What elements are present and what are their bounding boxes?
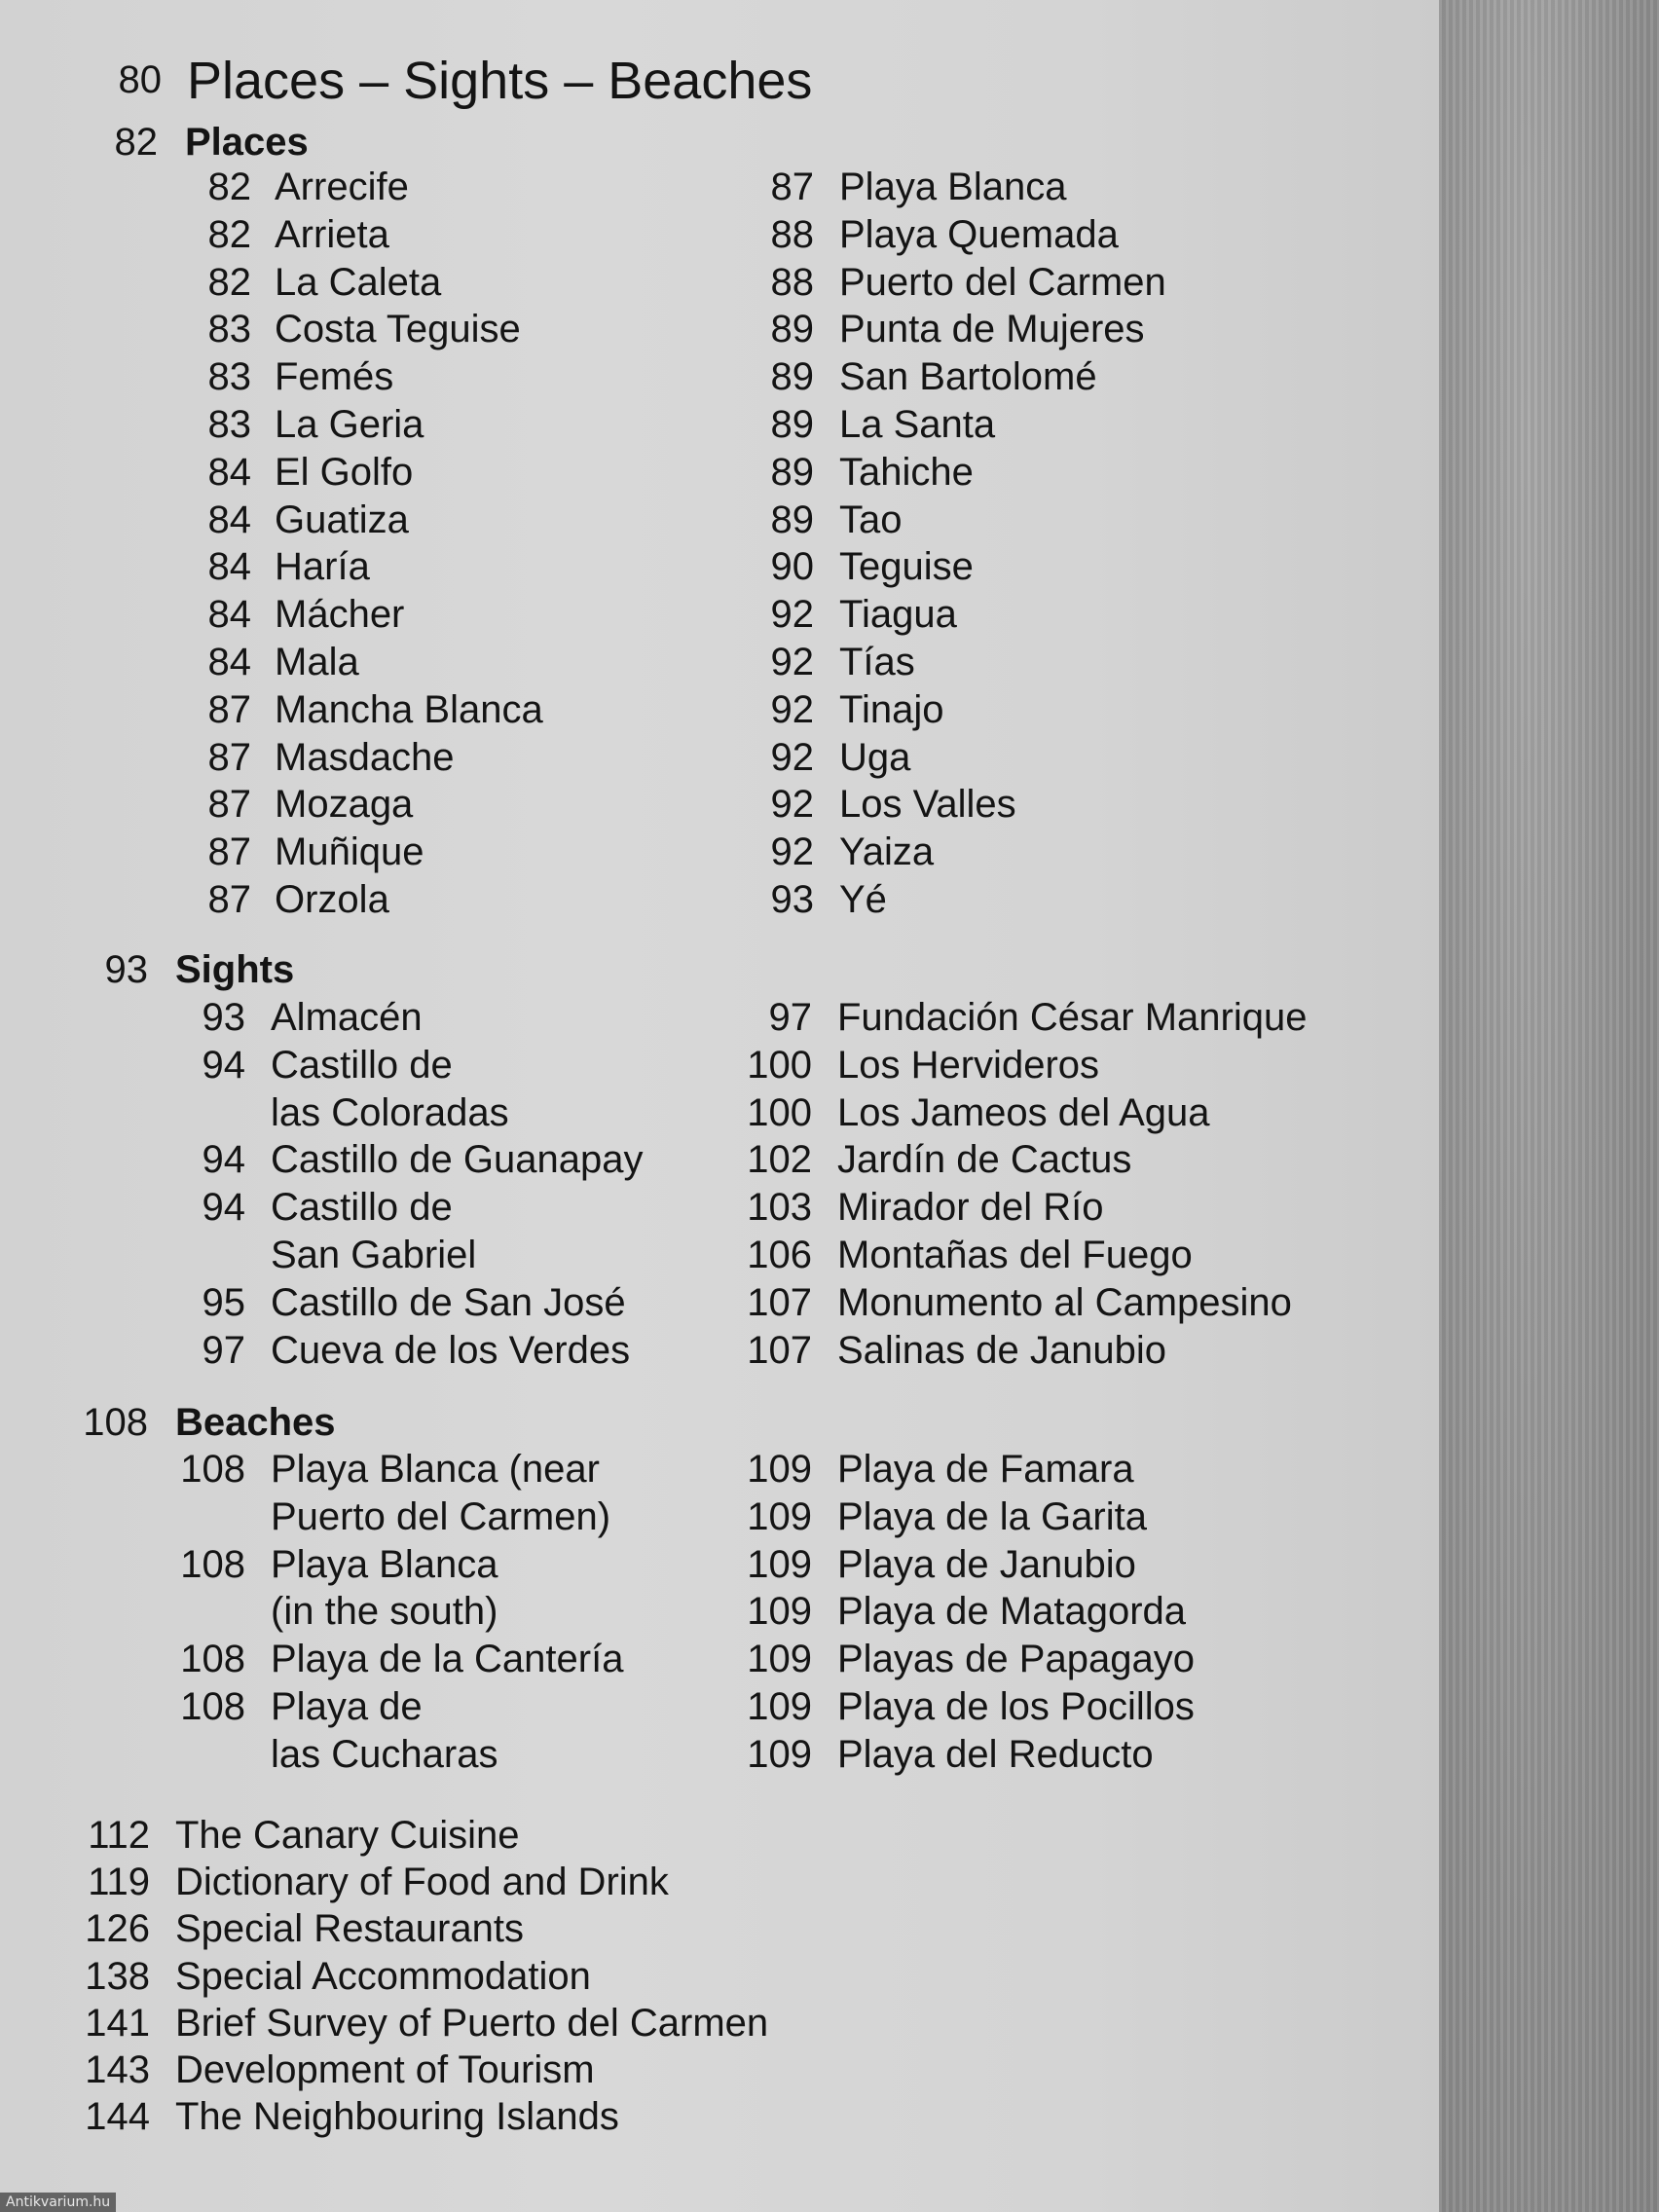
places-entry-page-number: 83: [207, 403, 251, 446]
places-entry-page-number: 87: [207, 878, 251, 921]
places-entry-title: La Caleta: [275, 260, 442, 304]
sights-entry-title: Mirador del Río: [837, 1186, 1104, 1230]
sights-entry-page-number: 94: [202, 1138, 245, 1182]
sights-entry-title: Montañas del Fuego: [837, 1234, 1193, 1276]
places-entry-page-number: 82: [207, 212, 251, 256]
places-entry-title: Tahiche: [839, 450, 974, 494]
places-entry-title: Playa Quemada: [839, 212, 1119, 256]
places-entry-page-number: 89: [770, 355, 814, 399]
beaches-entry-page-number: 108: [180, 1638, 245, 1681]
sights-entry-title: Castillo de Guanapay: [271, 1138, 644, 1182]
sights-entry-page-number: 100: [747, 1090, 812, 1134]
beaches-entry-title: Playa de Matagorda: [837, 1590, 1187, 1634]
chapter-title: The Neighbouring Islands: [175, 2095, 619, 2139]
main-title: Places – Sights – Beaches: [187, 52, 813, 110]
places-entry-page-number: 92: [770, 593, 814, 637]
places-entry-page-number: 82: [207, 260, 251, 304]
sights-entry-page-number: 94: [202, 1043, 245, 1087]
places-entry-page-number: 92: [770, 783, 814, 827]
places-entry-title: La Santa: [839, 403, 996, 446]
places-entry-page-number: 93: [770, 878, 814, 921]
chapter-page-number: 138: [85, 1954, 150, 1998]
chapter-page-number: 126: [85, 1907, 150, 1951]
places-entry-page-number: 83: [207, 308, 251, 351]
places-entry-title: Yé: [839, 878, 887, 921]
places-entry-page-number: 87: [207, 687, 251, 731]
beaches-entry-title: Playa de los Pocillos: [837, 1685, 1195, 1728]
beaches-entry-page-number: 109: [747, 1448, 812, 1491]
table-surface: [1439, 0, 1659, 2212]
places-entry-title: Muñique: [275, 830, 424, 874]
places-entry-title: Femés: [275, 355, 394, 399]
places-entry-title: Mala: [275, 641, 359, 683]
chapter-title: Development of Tourism: [175, 2048, 595, 2091]
places-entry-title: Haría: [275, 545, 370, 589]
beaches-entry-title: las Cucharas: [271, 1732, 498, 1776]
chapter-title: Special Accommodation: [175, 1954, 591, 1998]
sights-entry-title: Salinas de Janubio: [837, 1328, 1167, 1372]
places-entry-title: Uga: [839, 735, 911, 779]
places-entry-title: San Bartolomé: [839, 355, 1097, 399]
places-entry-page-number: 92: [770, 830, 814, 874]
sights-entry-title: Castillo de San José: [271, 1280, 626, 1324]
beaches-entry-title: Puerto del Carmen): [271, 1494, 611, 1538]
places-entry-page-number: 88: [770, 260, 814, 304]
beaches-entry-page-number: 109: [747, 1638, 812, 1681]
places-entry-page-number: 92: [770, 641, 814, 683]
sights-entry-page-number: 93: [202, 996, 245, 1039]
sights-entry-page-number: 100: [747, 1043, 812, 1087]
sights-entry-page-number: 97: [202, 1328, 245, 1372]
places-entry-title: Costa Teguise: [275, 308, 521, 351]
places-entry-title: Guatiza: [275, 498, 409, 541]
beaches-entry-page-number: 109: [747, 1542, 812, 1586]
places-entry-page-number: 88: [770, 212, 814, 256]
places-entry-title: Arrecife: [275, 166, 409, 208]
places-entry-page-number: 90: [770, 545, 814, 589]
main-title-page-number: 80: [118, 58, 162, 101]
places-entry-title: Mancha Blanca: [275, 687, 543, 731]
sights-entry-title: Los Hervideros: [837, 1043, 1100, 1087]
chapter-page-number: 143: [85, 2048, 150, 2091]
places-entry-title: Tao: [839, 498, 903, 541]
beaches-entry-page-number: 109: [747, 1685, 812, 1728]
places-entry-title: Playa Blanca: [839, 166, 1067, 208]
places-entry-page-number: 89: [770, 498, 814, 541]
places-entry-page-number: 82: [207, 166, 251, 208]
places-section-page-number: 82: [114, 121, 158, 164]
places-entry-page-number: 92: [770, 735, 814, 779]
places-entry-title: Tinajo: [839, 687, 944, 731]
chapter-page-number: 112: [88, 1814, 150, 1857]
chapter-title: The Canary Cuisine: [175, 1814, 520, 1857]
beaches-entry-title: Playa Blanca: [271, 1542, 498, 1586]
places-entry-page-number: 87: [207, 830, 251, 874]
places-entry-title: Los Valles: [839, 783, 1016, 827]
sights-entry-title: Castillo de: [271, 1043, 453, 1087]
sights-entry-title: Castillo de: [271, 1186, 453, 1230]
places-entry-title: Orzola: [275, 878, 389, 921]
sights-entry-page-number: 95: [202, 1280, 245, 1324]
beaches-entry-title: Playa del Reducto: [837, 1732, 1154, 1776]
sights-entry-title: Cueva de los Verdes: [271, 1328, 631, 1372]
beaches-entry-title: Playa de la Garita: [837, 1494, 1147, 1538]
sights-entry-title: Los Jameos del Agua: [837, 1090, 1210, 1134]
beaches-entry-title: Playa de Janubio: [837, 1542, 1136, 1586]
beaches-entry-page-number: 109: [747, 1494, 812, 1538]
places-entry-page-number: 83: [207, 355, 251, 399]
sights-entry-title: Jardín de Cactus: [837, 1138, 1132, 1182]
places-entry-title: Mozaga: [275, 783, 414, 827]
beaches-entry-title: Playa de: [271, 1685, 423, 1728]
beaches-entry-title: Playa de la Cantería: [271, 1638, 624, 1681]
places-entry-title: Arrieta: [275, 212, 389, 256]
chapter-page-number: 144: [85, 2095, 150, 2139]
places-entry-page-number: 87: [770, 166, 814, 208]
places-entry-page-number: 92: [770, 687, 814, 731]
sights-section-heading: Sights: [175, 948, 295, 991]
beaches-entry-title: (in the south): [271, 1590, 498, 1634]
sights-section-page-number: 93: [104, 948, 148, 991]
places-entry-title: Punta de Mujeres: [839, 308, 1145, 351]
sights-entry-page-number: 107: [747, 1280, 812, 1324]
places-entry-page-number: 89: [770, 403, 814, 446]
beaches-entry-title: Playa de Famara: [837, 1448, 1134, 1491]
places-entry-title: Yaiza: [839, 830, 935, 874]
places-entry-page-number: 84: [207, 498, 251, 541]
places-entry-page-number: 89: [770, 308, 814, 351]
sights-entry-page-number: 106: [747, 1234, 812, 1276]
chapter-page-number: 141: [85, 2001, 150, 2045]
places-entry-title: Teguise: [839, 545, 974, 589]
places-entry-title: La Geria: [275, 403, 424, 446]
chapter-page-number: 119: [88, 1861, 150, 1904]
beaches-entry-page-number: 108: [180, 1542, 245, 1586]
chapter-title: Dictionary of Food and Drink: [175, 1861, 669, 1904]
places-entry-page-number: 89: [770, 450, 814, 494]
sights-entry-page-number: 102: [747, 1138, 812, 1182]
beaches-entry-title: Playas de Papagayo: [837, 1638, 1195, 1681]
sights-entry-title: San Gabriel: [271, 1234, 477, 1276]
places-entry-title: Tiagua: [839, 593, 957, 637]
beaches-section-heading: Beaches: [175, 1401, 336, 1444]
sights-entry-title: Fundación César Manrique: [837, 996, 1308, 1039]
beaches-entry-page-number: 108: [180, 1685, 245, 1728]
places-entry-page-number: 84: [207, 545, 251, 589]
sights-entry-page-number: 97: [768, 996, 812, 1039]
places-entry-page-number: 84: [207, 641, 251, 683]
beaches-entry-title: Playa Blanca (near: [271, 1448, 600, 1491]
chapter-title: Special Restaurants: [175, 1907, 524, 1951]
places-entry-title: Mácher: [275, 593, 405, 637]
places-entry-page-number: 84: [207, 450, 251, 494]
beaches-entry-page-number: 109: [747, 1732, 812, 1776]
beaches-entry-page-number: 109: [747, 1590, 812, 1634]
places-entry-title: Masdache: [275, 735, 455, 779]
sights-entry-page-number: 103: [747, 1186, 812, 1230]
sights-entry-title: Monumento al Campesino: [837, 1280, 1292, 1324]
watermark-label: Antikvarium.hu: [0, 2193, 116, 2212]
places-entry-title: Tías: [839, 641, 915, 683]
sights-entry-title: Almacén: [271, 996, 423, 1039]
places-entry-title: Puerto del Carmen: [839, 260, 1166, 304]
sights-entry-title: las Coloradas: [271, 1090, 509, 1134]
places-entry-page-number: 87: [207, 735, 251, 779]
chapter-title: Brief Survey of Puerto del Carmen: [175, 2001, 769, 2045]
places-entry-title: El Golfo: [275, 450, 414, 494]
places-section-heading: Places: [185, 121, 309, 164]
beaches-entry-page-number: 108: [180, 1448, 245, 1491]
sights-entry-page-number: 107: [747, 1328, 812, 1372]
beaches-section-page-number: 108: [83, 1401, 148, 1444]
sights-entry-page-number: 94: [202, 1186, 245, 1230]
places-entry-page-number: 84: [207, 593, 251, 637]
places-entry-page-number: 87: [207, 783, 251, 827]
